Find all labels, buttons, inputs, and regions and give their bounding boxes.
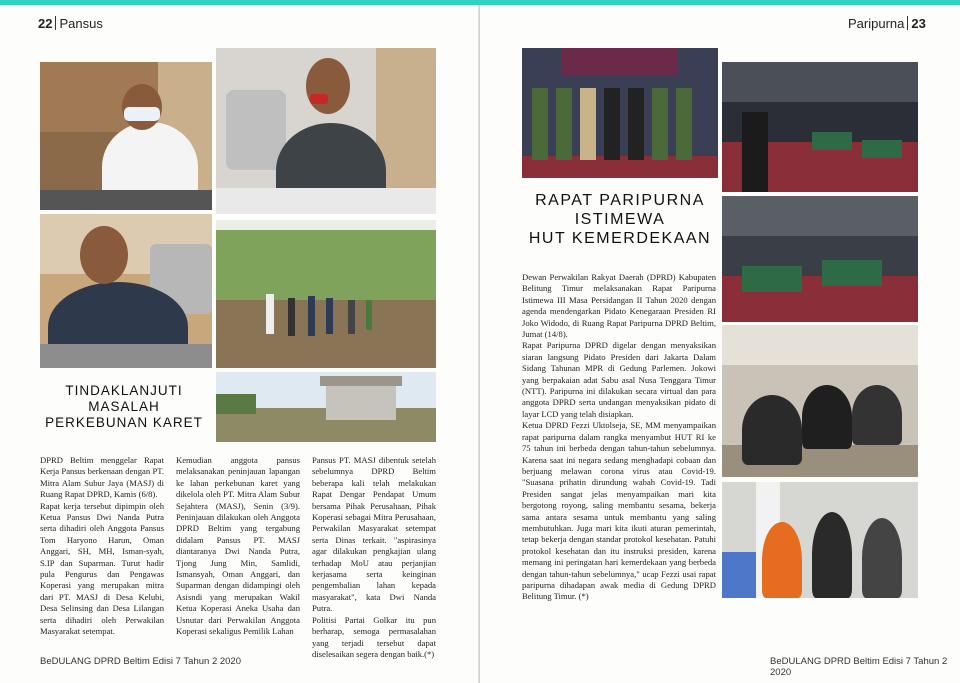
paragraph: DPRD Beltim menggelar Rapat Kerja Pansus berkenaan dengan PT. Mitra Alam Subur Jaya (MASJ) di Ruang Rapat DPRD, Kamis (6/8). (40, 455, 164, 500)
paragraph: Rapat kerja tersebut dipimpin oleh Ketua Pansus Dwi Nanda Putra serta dihadiri oleh Anggota Pansus Tom Haryono Harun, Oman Anggari, SH, MH, Isman-syah, S.IP dan Suparman. Turut hadir pula Pengurus dan Pengawas Koperasi yang merupakan mitra dari PT. MASJ di Desa Kelubi, Desa Selinsing dan Desa Lilangan serta dihadiri oleh Perwakilan Masyarakat setempat. (40, 500, 164, 637)
photo-session-desks (722, 196, 918, 322)
photo-group-officials (522, 48, 718, 178)
left-section-name: Pansus (59, 16, 103, 31)
article-title-plenary-line-1: RAPAT PARIPURNA (535, 192, 705, 209)
photo-official-gesturing (40, 214, 212, 368)
article-title-plenary (522, 192, 718, 249)
left-page-header (38, 16, 103, 31)
photo-official-white-shirt (40, 62, 212, 210)
right-page-header (848, 16, 926, 31)
article-title-plenary-line-2: ISTIMEWA (574, 210, 666, 228)
photo-assembly-hall (722, 62, 918, 192)
paragraph: Ketua DPRD Fezzi Uktolseja, SE, MM menyampaikan rapat paripurna dalam rangka menyambut HUT RI ke 75 tahun ini berbeda dengan tahun-tahun sebelumnya. Karena saat ini negara sedang menghadapi cobaan dan berjuang melawan corona virus atau Covid-19. "Suasana prihatin dirundung wabah Covid-19. Tadi Presiden sangat jelas menyampaikan mari kita bergotong royong, saling membantu sesama, bekerja sama antara sesama untuk membantu yang saling membutuhkan. Juga mari kita ikuti aturan pemerintah, tetap bekerja dengan standar protokol kesehatan. Patuhi protokol kesehatan dan itu instruksi presiden, karena memang ini peringatan hari kemerdekaan yang berbeda dengan tahun-tahun sebelumnya," ucap Fezzi usai rapat paripurna dihadapan awak media di Gedung DPRD Belitung Timur. (*) (522, 420, 716, 602)
photo-official-grey-shirt (216, 48, 436, 214)
right-article-column (522, 272, 716, 603)
right-footer: BeDULANG DPRD Beltim Edisi 7 Tahun 2 2020 (770, 656, 948, 678)
right-section-name: Paripurna (848, 16, 905, 31)
photo-plantation-field-visit (216, 220, 436, 368)
left-article-column-2 (176, 455, 300, 638)
article-title-plenary-line-3: HUT KEMERDEKAAN (528, 229, 712, 247)
paragraph: Rapat Paripurna DPRD digelar dengan menyaksikan siaran langsung Pidato Presiden dari Jakarta Dalam Sidang Tahunan MPR di Gedung Parlemen. Jokowi yang berpakaian adat Sabu asal Nusa Tenggara Timur (NTT). Paripurna ini dilakukan secara virtual dan para anggota DPRD serta undangan menyaksikan pidato di layar LCD yang telah disiapkan. (522, 340, 716, 419)
paragraph: Kemudian anggota pansus melaksanakan peninjauan lapangan ke lahan perkebunan karet yang dikelola oleh PT. Mitra Alam Subur Sejahtera (MASJ), Senin (3/9). Peninjauan dilakukan oleh Anggota DPRD Beltim yang tergabung didalam Pansus PT. MASJ diantaranya Dwi Nanda Putra, Tjong Jung Min, Samlidi, Ismansyah, Oman Anggari, dan Suparman dengan didampingi oleh Asisndi yang merupakan Wakil Ketua Koperasi Aneka Usaha dan Usnutar dari Perwakilan Anggota Koperasi sekaligus Pemilik Lahan (176, 455, 300, 637)
paragraph: Dewan Perwakilan Rakyat Daerah (DPRD) Kabupaten Belitung Timur melaksanakan Rapat Paripurna Istimewa III Masa Persidangan II Tahun 2020 dengan agenda mendengarkan Pidato Kenegaraan Presiden RI Joko Widodo, di Ruang Rapat Paripurna DPRD Beltim, Jumat (14/8). (522, 272, 716, 340)
right-page-number: 23 (911, 16, 926, 31)
article-title-plantation-line-3: PERKEBUNAN KARET (45, 414, 203, 430)
article-title-plantation (36, 383, 212, 431)
left-page-number: 22 (38, 16, 53, 31)
left-footer: BeDULANG DPRD Beltim Edisi 7 Tahun 2 2020 (40, 656, 242, 667)
article-title-plantation-line-2: MASALAH (88, 398, 160, 414)
article-title-plantation-line-1: TINDAKLANJUTI (65, 383, 183, 398)
photo-seated-guests (722, 325, 918, 477)
paragraph: Politisi Partai Golkar itu pun berharap, semoga permasalahan yang terjadi tersebut dapat diselesaikan segera dengan baik.(*) (312, 614, 436, 659)
photo-guests-masked (722, 482, 918, 598)
paragraph: Pansus PT. MASJ dibentuk setelah sebelumnya DPRD Beltim beberapa kali telah melakukan Rapat Dengar Pendapat Umum bersama Pihak Perusahaan, Pihak Koperasi sebagai Mitra Perusahaan, Perwakilan Masyarakat setempat serta Dinas terkait. "aspirasinya agar dilakukan pengkajian ulang terhadap MoU atau perjanjian kerjasama serta keinginan pengembalian lahan kepada masyarakat", kata Dwi Nanda Putra. (312, 455, 436, 614)
left-article-column-1 (40, 455, 164, 638)
left-article-column-3 (312, 455, 436, 660)
photo-abandoned-building (216, 372, 436, 442)
